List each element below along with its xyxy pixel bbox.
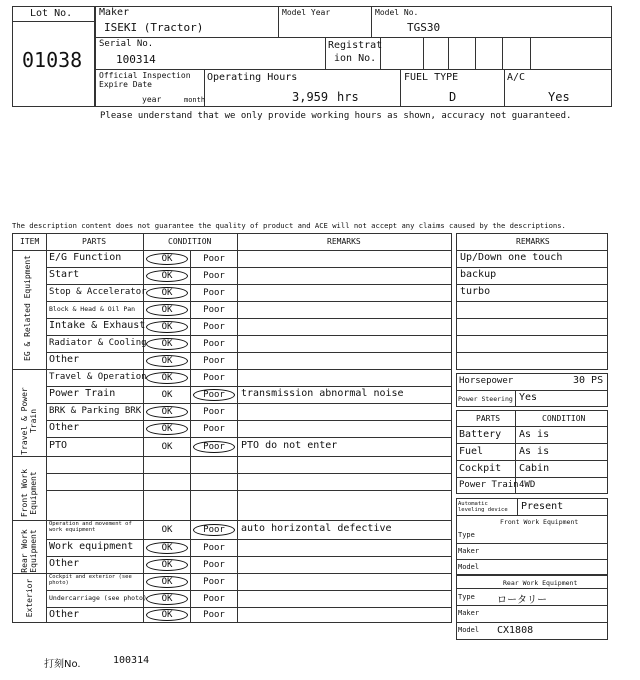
divider	[423, 37, 424, 69]
part-label: Other	[49, 354, 80, 365]
divider	[502, 37, 503, 69]
spec-value-battery: As is	[519, 429, 550, 440]
group-label-eg: EG & Related Equipment	[23, 255, 32, 361]
condition-poor: Poor	[203, 372, 225, 383]
part-label: Work equipment	[49, 541, 134, 552]
power-steering-label: Power Steering	[458, 395, 513, 403]
front-equipment-title: Front Work Equipment	[500, 518, 579, 526]
auto-leveling-label: Automatic leveling device	[458, 501, 508, 513]
serial-label: Serial No.	[99, 39, 154, 49]
divider	[46, 437, 452, 438]
divider	[456, 477, 608, 478]
divider	[237, 233, 238, 623]
divider	[46, 539, 452, 540]
hours-label: Operating Hours	[207, 72, 298, 83]
condition-ok-selected: OK	[146, 559, 188, 571]
front-maker-label: Maker	[458, 547, 480, 555]
rear-model-label: Model	[458, 626, 480, 634]
rear-maker-label: Maker	[458, 609, 480, 617]
registration-label-2: ion No.	[334, 53, 377, 64]
condition-header: CONDITION	[542, 414, 586, 423]
condition-poor: Poor	[203, 253, 225, 264]
row-remark: auto horizontal defective	[241, 522, 392, 534]
model-no-label: Model No.	[375, 8, 419, 17]
hours-notice: Please understand that we only provide working hours as shown, accuracy not guaranteed.	[100, 111, 572, 121]
divider	[46, 420, 452, 421]
spec-label-power-train: Power Train	[459, 480, 519, 490]
condition-poor: Poor	[203, 338, 225, 349]
part-label: Start	[49, 269, 80, 280]
condition-poor-selected: Poor	[193, 389, 235, 401]
divider	[456, 543, 608, 544]
divider	[46, 284, 452, 285]
part-label: Block & Head & Oil Pan	[49, 305, 136, 314]
divider	[456, 588, 608, 589]
condition-poor-selected: Poor	[193, 441, 235, 453]
divider	[517, 498, 518, 515]
part-label: Intake & Exhaust	[49, 320, 146, 331]
group-label-travel: Travel & Power Train	[20, 387, 38, 455]
hours-value: 3,959	[292, 90, 329, 104]
condition-ok: OK	[161, 389, 173, 400]
lot-number: 01038	[22, 48, 83, 72]
divider	[456, 559, 608, 560]
divider	[95, 37, 612, 38]
hours-unit: hrs	[337, 90, 359, 104]
part-label: Power Train	[49, 388, 116, 399]
divider	[46, 607, 452, 608]
condition-poor: Poor	[203, 542, 225, 553]
condition-poor: Poor	[203, 559, 225, 570]
horsepower-label: Horsepower	[459, 376, 514, 386]
stamp-label: 打刻No.	[44, 659, 81, 670]
divider	[46, 301, 452, 302]
condition-ok-selected: OK	[146, 609, 188, 621]
part-label: Other	[49, 422, 80, 433]
condition-ok-selected: OK	[146, 304, 188, 316]
condition-poor: Poor	[203, 576, 225, 587]
spec-label-cockpit: Cockpit	[459, 463, 502, 474]
divider	[456, 352, 608, 353]
year-label: year	[142, 95, 162, 104]
divider	[504, 69, 505, 107]
column-header-parts: PARTS	[82, 237, 107, 246]
power-steering-value: Yes	[519, 392, 538, 403]
condition-poor: Poor	[203, 593, 225, 604]
model-no-value: TGS30	[407, 21, 441, 34]
disclaimer: The description content does not guarantee the quality of product and ACE will not accept any claims caused by the descriptions.	[12, 221, 566, 230]
divider	[12, 250, 452, 251]
spec-label-fuel: Fuel	[459, 446, 484, 457]
registration-label-1: Registrat	[328, 40, 383, 51]
divider	[278, 6, 279, 37]
divider	[46, 233, 47, 623]
divider	[12, 21, 95, 22]
condition-poor: Poor	[203, 321, 225, 332]
divider	[456, 443, 608, 444]
remarks-title: REMARKS	[516, 237, 550, 246]
divider	[456, 390, 608, 391]
part-label: Travel & Operation	[49, 371, 147, 382]
rear-equipment-title: Rear Work Equipment	[503, 579, 578, 587]
divider	[456, 335, 608, 336]
remark-line: turbo	[460, 286, 491, 297]
rear-model-value: CX1808	[497, 625, 534, 636]
divider	[46, 490, 452, 491]
spec-value-power-train: 4WD	[519, 480, 536, 490]
part-label: Cockpit and exterior (see photo)	[49, 574, 132, 586]
divider	[456, 250, 608, 251]
auto-leveling-value: Present	[521, 501, 564, 512]
fuel-type-value: D	[449, 90, 457, 104]
part-label: E/G Function	[49, 252, 122, 263]
condition-ok-selected: OK	[146, 542, 188, 554]
divider	[46, 403, 452, 404]
condition-ok-selected: OK	[146, 593, 188, 605]
part-label: Operation and movement of work equipment	[49, 521, 132, 533]
part-label: Radiator & Cooling	[49, 337, 147, 348]
divider	[456, 318, 608, 319]
divider	[456, 301, 608, 302]
group-label-front: Front Work Equipment	[20, 468, 38, 518]
spec-value-fuel: As is	[519, 446, 550, 457]
rear-type-label: Type	[458, 593, 475, 601]
lot-label: Lot No.	[30, 8, 73, 19]
condition-ok-selected: OK	[146, 372, 188, 384]
divider	[46, 590, 452, 591]
front-model-label: Model	[458, 563, 480, 571]
condition-poor: Poor	[203, 610, 225, 620]
divider	[46, 473, 452, 474]
divider	[12, 369, 452, 370]
divider	[46, 318, 452, 319]
parts-header: PARTS	[476, 414, 501, 423]
divider	[46, 267, 452, 268]
row-remark: PTO do not enter	[241, 439, 338, 451]
remark-line: Up/Down one touch	[460, 252, 563, 263]
horsepower-value: 30 PS	[573, 375, 604, 386]
group-label-rear: Rear Work Equipment	[20, 529, 38, 573]
condition-ok-selected: OK	[146, 576, 188, 588]
condition-poor-selected: Poor	[193, 524, 235, 536]
group-label-exterior: Exterior	[25, 578, 34, 618]
condition-ok-selected: OK	[146, 270, 188, 282]
remark-line: backup	[460, 269, 497, 280]
divider	[456, 426, 608, 427]
spec-label-battery: Battery	[459, 429, 502, 440]
condition-ok-selected: OK	[146, 253, 188, 265]
divider	[530, 37, 531, 69]
divider	[46, 335, 452, 336]
condition-poor: Poor	[203, 270, 225, 281]
maker-value: ISEKI (Tractor)	[104, 21, 204, 34]
divider	[456, 267, 608, 268]
condition-poor: Poor	[203, 355, 225, 366]
divider	[95, 69, 612, 70]
divider	[12, 456, 452, 457]
condition-poor: Poor	[203, 304, 225, 315]
inspection-label-2: Expire Date	[99, 80, 152, 89]
part-label: PTO	[49, 440, 68, 451]
divider	[456, 622, 608, 623]
divider	[448, 37, 449, 69]
divider	[475, 37, 476, 69]
fuel-type-label: FUEL TYPE	[404, 72, 459, 83]
part-label: BRK & Parking BRK	[49, 405, 142, 416]
divider	[371, 6, 372, 37]
model-year-label: Model Year	[282, 8, 331, 17]
front-type-label: Type	[458, 531, 475, 539]
condition-ok-selected: OK	[146, 355, 188, 367]
condition-ok-selected: OK	[146, 287, 188, 299]
part-label: Other	[49, 608, 80, 620]
divider	[515, 390, 516, 407]
divider	[456, 284, 608, 285]
column-header-condition: CONDITION	[168, 237, 212, 246]
condition-ok: OK	[161, 441, 173, 452]
divider	[325, 37, 326, 69]
row-remark: transmission abnormal noise	[241, 387, 404, 399]
month-label: month	[184, 96, 206, 104]
column-header-remarks: REMARKS	[327, 237, 361, 246]
condition-ok-selected: OK	[146, 338, 188, 350]
stamp-value: 100314	[113, 655, 150, 666]
condition-ok-selected: OK	[146, 406, 188, 418]
inspection-label-1: Official Inspection	[99, 71, 191, 80]
serial-value: 100314	[116, 53, 156, 66]
ac-value: Yes	[548, 90, 570, 104]
spec-value-cockpit: Cabin	[519, 463, 550, 474]
column-header-item: ITEM	[20, 237, 40, 246]
part-label: Other	[49, 558, 80, 569]
ac-label: A/C	[507, 72, 526, 83]
divider	[456, 460, 608, 461]
part-label: Stop & Accelerator	[49, 286, 147, 297]
condition-poor: Poor	[203, 406, 225, 417]
maker-label: Maker	[99, 7, 130, 18]
divider	[46, 556, 452, 557]
condition-poor: Poor	[203, 287, 225, 298]
condition-ok-selected: OK	[146, 321, 188, 333]
divider	[400, 69, 401, 107]
divider	[456, 515, 608, 516]
condition-poor: Poor	[203, 423, 225, 434]
divider	[46, 352, 452, 353]
condition-ok-selected: OK	[146, 423, 188, 435]
rear-type-value: ロータリー	[497, 595, 547, 606]
part-label: Undercarriage (see photo)	[49, 594, 147, 603]
condition-ok: OK	[161, 524, 173, 535]
